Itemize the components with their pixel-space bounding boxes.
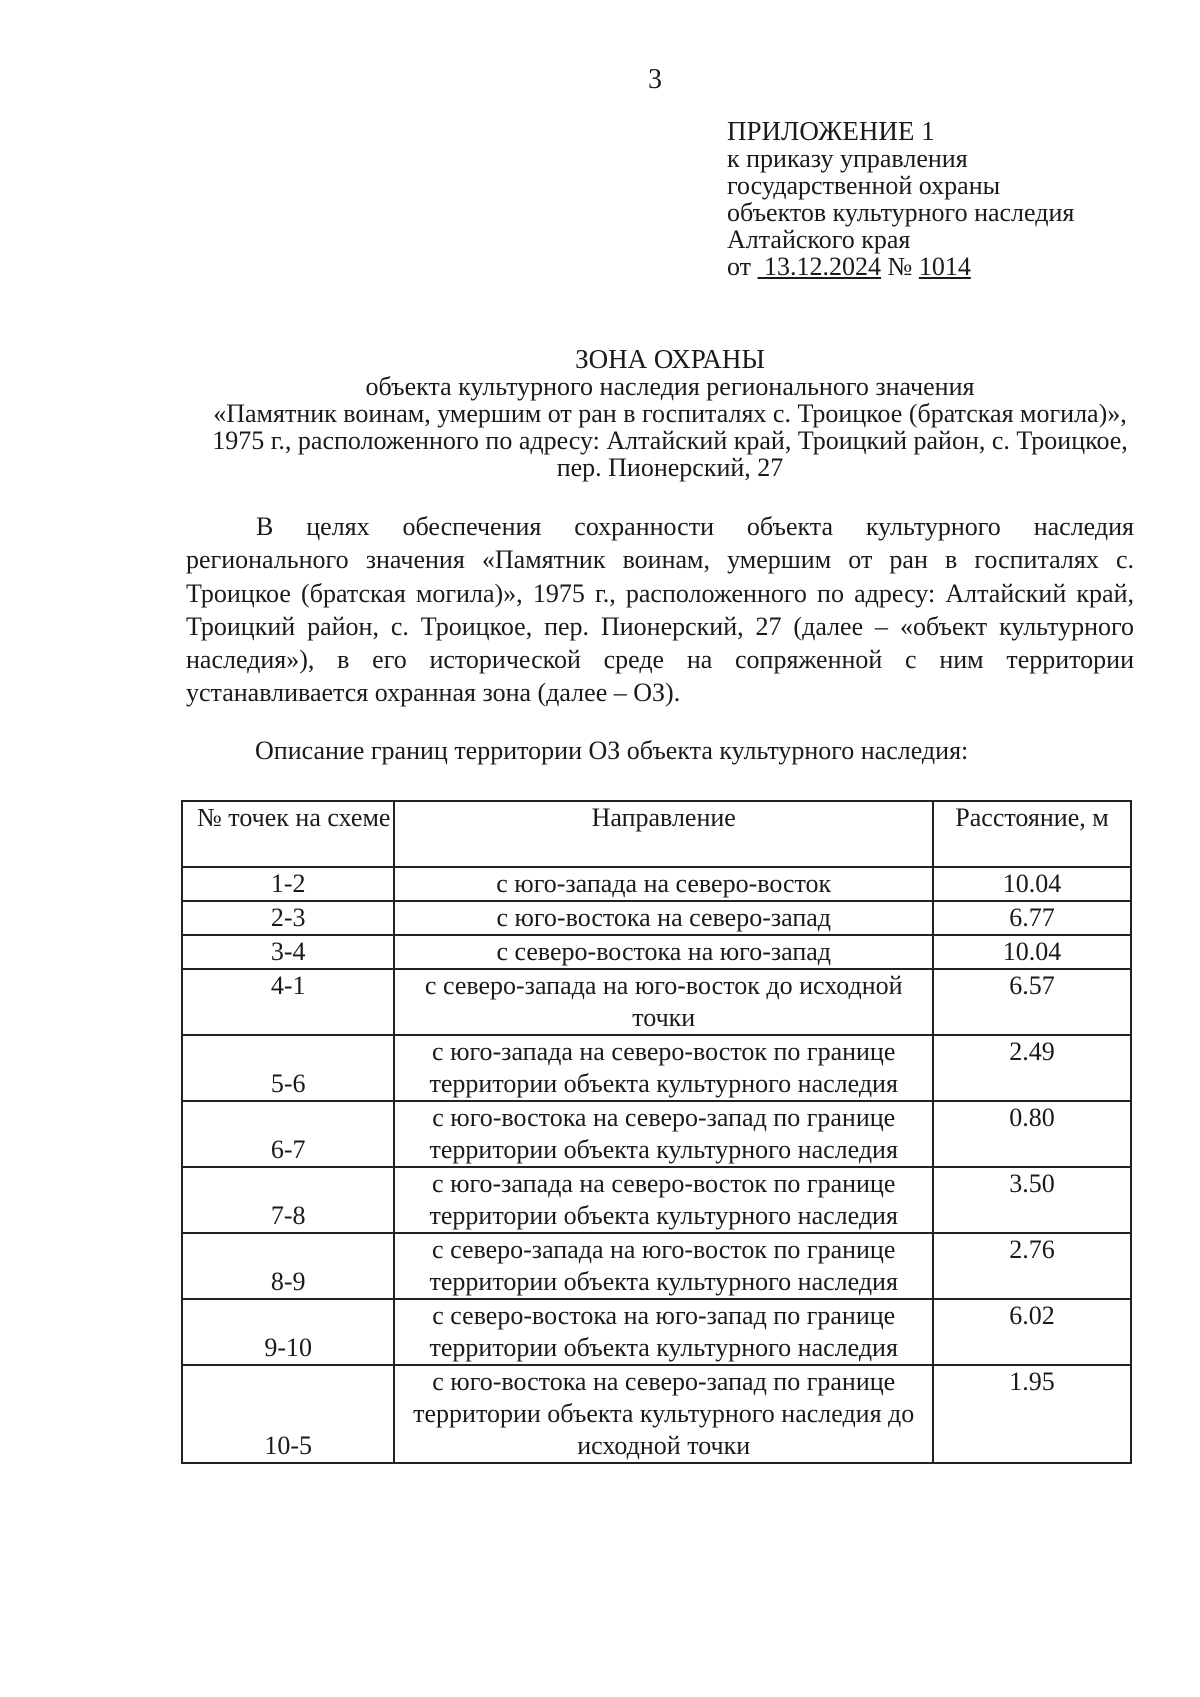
appendix-line: государственной охраны [727,171,1001,200]
row-direction: с северо-востока на юго-запад по границе территории объекта культурного наследия [394,1299,933,1365]
table-row [182,1233,1131,1299]
table-row [182,1299,1131,1365]
row-points: 9-10 [182,1299,394,1365]
row-points: 10-5 [182,1365,394,1463]
row-direction: с юго-запада на северо-восток по границе территории объекта культурного наследия [394,1035,933,1101]
row-distance: 6.57 [933,969,1131,1035]
row-distance: 2.76 [933,1233,1131,1299]
row-direction: с юго-востока на северо-запад [394,901,933,935]
order-date: 13.12.2024 [764,252,882,281]
appendix-line: Алтайского края [727,225,911,254]
table-row [182,1167,1131,1233]
row-points: 4-1 [182,969,394,1035]
row-direction: с юго-запада на северо-восток [394,867,933,901]
intro-paragraph: В целях обеспечения сохранности объекта культурного наследия регионального значения «Памятник воинам, умершим от ран в госпиталях с. Троицкое (братская могила)», 1975 г., расположенного по адресу: Алтайский край, Троицкий район, с. Троицкое, пер. Пионерский, 27 (далее – «объект культурного наследия»), в его исторической среде на сопряженной с ним территории устанавливается охранная зона (далее – ОЗ). [186,512,1134,708]
header-direction: Направление [394,801,933,867]
document-subtitle: объекта культурного наследия регионального значения [365,372,975,401]
row-distance: 2.49 [933,1035,1131,1101]
row-distance: 0.80 [933,1101,1131,1167]
order-number: 1014 [918,252,971,281]
row-distance: 6.77 [933,901,1131,935]
row-direction: с юго-востока на северо-запад по границе территории объекта культурного наследия [394,1101,933,1167]
table-caption: Описание границ территории ОЗ объекта культурного наследия: [255,736,969,765]
row-points: 8-9 [182,1233,394,1299]
table-row [182,1101,1131,1167]
row-direction: с юго-запада на северо-восток по границе территории объекта культурного наследия [394,1167,933,1233]
table-row [182,1035,1131,1101]
appendix-line: объектов культурного наследия [727,198,1075,227]
table-row [182,901,1131,935]
row-distance: 10.04 [933,867,1131,901]
row-points: 5-6 [182,1035,394,1101]
header-points: № точек на схеме [182,801,394,867]
row-direction: с юго-востока на северо-запад по границе территории объекта культурного наследия до исходной точки [394,1365,933,1463]
appendix-date-line [727,253,1074,280]
page-number: 3 [648,64,662,95]
row-points: 1-2 [182,867,394,901]
boundary-table [181,800,1132,1464]
row-distance: 10.04 [933,935,1131,969]
appendix-heading: ПРИЛОЖЕНИЕ 1 [727,116,935,146]
row-points: 2-3 [182,901,394,935]
row-points: 3-4 [182,935,394,969]
row-points: 7-8 [182,1167,394,1233]
table-row [182,935,1131,969]
date-prefix: от [727,252,752,281]
row-distance: 1.95 [933,1365,1131,1463]
appendix-header [727,118,1074,280]
table-header-row [182,801,1131,867]
table-row [182,867,1131,901]
row-direction: с северо-запада на юго-восток по границе территории объекта культурного наследия [394,1233,933,1299]
row-distance: 3.50 [933,1167,1131,1233]
row-points: 6-7 [182,1101,394,1167]
row-direction: с северо-востока на юго-запад [394,935,933,969]
document-title-block [200,346,1140,481]
table-row [182,1365,1131,1463]
row-distance: 6.02 [933,1299,1131,1365]
document-title: ЗОНА ОХРАНЫ [575,344,765,374]
table-row [182,969,1131,1035]
header-distance: Расстояние, м [933,801,1131,867]
appendix-line: к приказу управления [727,144,968,173]
number-prefix: № [887,252,913,281]
row-direction: с северо-запада на юго-восток до исходной точки [394,969,933,1035]
object-name: «Памятник воинам, умершим от ран в госпиталях с. Троицкое (братская могила)», 1975 г., расположенного по адресу: Алтайский край, Троицкий район, с. Троицкое, пер. Пионерский, 27 [212,399,1128,482]
